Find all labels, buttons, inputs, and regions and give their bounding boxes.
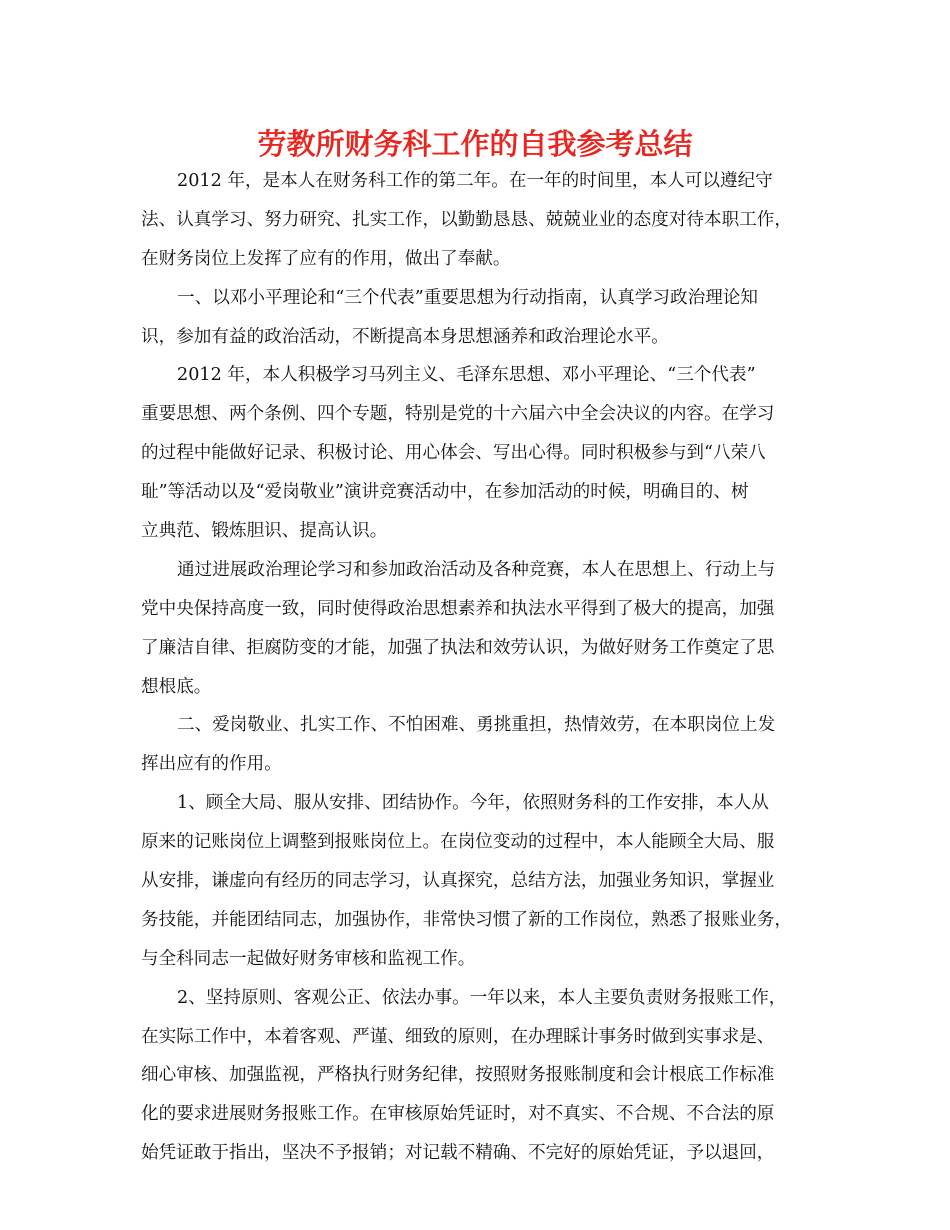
paragraph-line: 耻”等活动以及“爱岗敬业”演讲竞赛活动中，在参加活动的时候，明确目的、树 (141, 482, 749, 503)
paragraph-line: 想根底。 (141, 676, 212, 697)
paragraph-line: 一、以邓小平理论和“三个代表”重要思想为行动指南，认真学习政治理论知 (177, 287, 758, 308)
paragraph-line: 在实际工作中，本着客观、严谨、细致的原则，在办理睬计事务时做到实事求是、 (141, 1026, 775, 1047)
paragraph-line: 务技能，并能团结同志，加强协作，非常快习惯了新的工作岗位，熟悉了报账业务， (141, 909, 792, 930)
paragraph-line: 立典范、锻炼胆识、提高认识。 (141, 521, 388, 542)
paragraph-line: 挥出应有的作用。 (141, 754, 282, 775)
paragraph-line: 从安排，谦虚向有经历的同志学习，认真探究，总结方法，加强业务知识，掌握业 (141, 871, 775, 892)
paragraph-line: 原来的记账岗位上调整到报账岗位上。在岗位变动的过程中，本人能顾全大局、服 (141, 832, 775, 853)
paragraph-line: 1、顾全大局、服从安排、团结协作。今年，依照财务科的工作安排，本人从 (177, 793, 769, 814)
paragraph-line: 细心审核、加强监视，严格执行财务纪律，按照财务报账制度和会计根底工作标准 (141, 1065, 775, 1086)
paragraph-line: 2012 年，是本人在财务科工作的第二年。在一年的时间里，本人可以遵纪守 (177, 171, 773, 191)
paragraph-line: 通过进展政治理论学习和参加政治活动及各种竞赛，本人在思想上、行动上与 (177, 559, 776, 580)
paragraph-line: 的过程中能做好记录、积极讨论、用心体会、写出心得。同时积极参与到“八荣八 (141, 443, 766, 464)
paragraph-line: 在财务岗位上发挥了应有的作用，做出了奉献。 (141, 248, 511, 269)
paragraph-line: 了廉洁自律、拒腐防变的才能，加强了执法和效劳认识，为做好财务工作奠定了思 (141, 637, 775, 658)
paragraph-line: 识，参加有益的政治活动，不断提高本身思想涵养和政治理论水平。 (141, 326, 669, 347)
paragraph-line: 党中央保持高度一致，同时使得政治思想素养和执法水平得到了极大的提高，加强 (141, 598, 775, 619)
paragraph-line: 2、坚持原则、客观公正、依法办事。一年以来，本人主要负责财务报账工作， (177, 987, 787, 1008)
paragraph-line: 化的要求进展财务报账工作。在审核原始凭证时，对不真实、不合规、不合法的原 (141, 1104, 775, 1125)
paragraph-line: 与全科同志一起做好财务审核和监视工作。 (141, 948, 476, 969)
paragraph-line: 2012 年，本人积极学习马列主义、毛泽东思想、邓小平理论、“三个代表” (177, 365, 756, 386)
paragraph-line: 重要思想、两个条例、四个专题，特别是党的十六届六中全会决议的内容。在学习 (141, 404, 775, 425)
document-title: 劳教所财务科工作的自我参考总结 (257, 127, 693, 161)
document-body (141, 162, 821, 1173)
paragraph-line: 二、爱岗敬业、扎实工作、不怕困难、勇挑重担，热情效劳，在本职岗位上发 (177, 715, 776, 736)
paragraph-line: 法、认真学习、努力研究、扎实工作，以勤勤恳恳、兢兢业业的态度对待本职工作， (141, 209, 792, 230)
paragraph-line: 始凭证敢于指出，坚决不予报销；对记载不精确、不完好的原始凭证，予以退回， (141, 1143, 775, 1164)
